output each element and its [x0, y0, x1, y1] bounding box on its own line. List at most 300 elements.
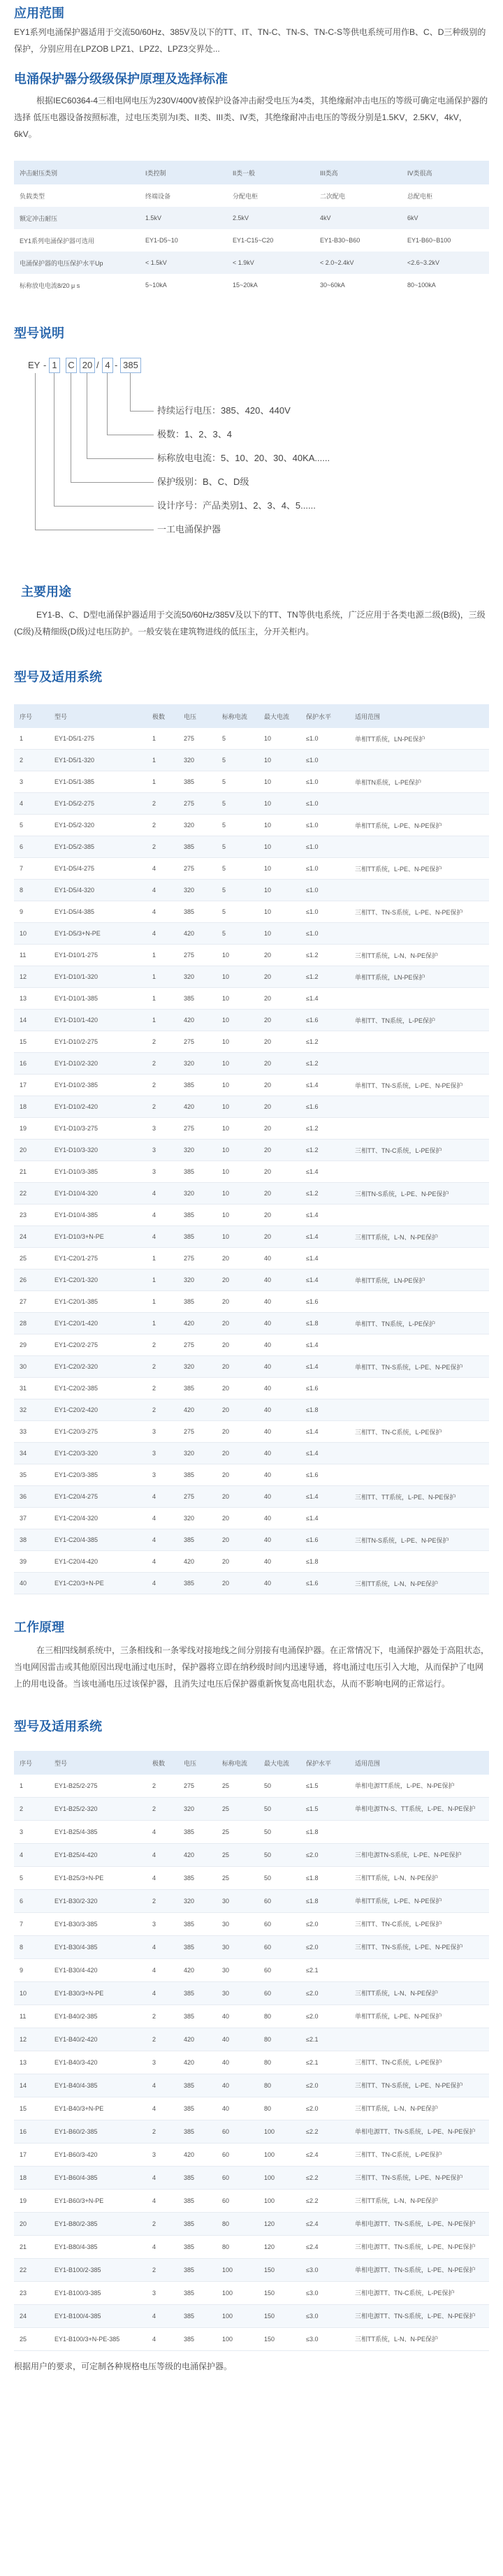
selection-table-2-cell: 三相电源TN-S系统，L-PE、N-PE保护 — [349, 1844, 489, 1867]
selection-table-2-cell: ≤1.8 — [300, 1867, 349, 1890]
selection-table-1-cell: 20 — [258, 1031, 300, 1053]
selection-table-2-row — [14, 2028, 489, 2051]
selection-table-1-cell: 20 — [258, 1075, 300, 1096]
selection-table-2-cell: 385 — [178, 2236, 217, 2259]
selection-table-2-cell: 2 — [147, 1798, 178, 1821]
selection-table-2-cell: 320 — [178, 1890, 217, 1913]
selection-table-1-cell: 40 — [258, 1508, 300, 1529]
selection-table-2-cell: 4 — [147, 1959, 178, 1982]
grade-table-cell: 分配电柜 — [233, 192, 258, 200]
work-section — [0, 1594, 503, 1692]
selection-table-1-row — [14, 793, 489, 815]
selection-table-2-cell: 385 — [178, 1982, 217, 2005]
selection-table-2-cell — [349, 1821, 489, 1844]
selection-table-2-cell: 2 — [147, 2213, 178, 2236]
grade-table-cell: 6kV — [402, 207, 489, 229]
selection-table-1-cell: 40 — [258, 1486, 300, 1508]
model-desc-voltage: 持续运行电压：385、420、440V — [157, 405, 291, 416]
selection-table-1-cell: 320 — [178, 1508, 217, 1529]
selection-table-1-cell: 5 — [217, 771, 258, 793]
selection-table-2-cell: 7 — [14, 1913, 49, 1936]
selection-table-2-cell: 385 — [178, 1913, 217, 1936]
selection-table-1-cell: ≤1.0 — [300, 836, 349, 858]
selection-table-2-cell: 2 — [147, 2028, 178, 2051]
selection-table-2-cell: EY1-B30/4-420 — [49, 1959, 147, 1982]
selection-table-1-cell: EY1-D5/1-275 — [49, 728, 147, 750]
selection-table-1-cell: 2 — [147, 836, 178, 858]
application-title: 应用范围 — [14, 6, 64, 20]
selection-table-1-cell: 1 — [147, 966, 178, 988]
selection-table-2-cell: 50 — [258, 1821, 300, 1844]
selection-table-1-row — [14, 1399, 489, 1421]
selection-table-2-cell: 10 — [14, 1982, 49, 2005]
grade-table-cell: EY1-B60~B100 — [407, 237, 451, 244]
selection-table-2-cell: 4 — [147, 2328, 178, 2351]
selection-table-1-cell: 1 — [14, 728, 49, 750]
selection-table-2-cell: 4 — [14, 1844, 49, 1867]
selection-table-1-cell: 3 — [147, 1443, 178, 1464]
selection-table-2-cell: 420 — [178, 2028, 217, 2051]
selection-table-1-cell: ≤1.6 — [300, 1378, 349, 1399]
selection-table-2-cell: 150 — [258, 2328, 300, 2351]
grade-table-header-cell: III类高 — [314, 161, 402, 184]
grade-table-cell: < 2.0~2.4kV — [314, 252, 402, 274]
selection-table-2-cell: 385 — [178, 2097, 217, 2120]
selection-table-2-cell: 三相电源TT、TN-C系统，L-PE保护 — [349, 2282, 489, 2305]
selection-table-2-header-cell: 序号 — [14, 1751, 49, 1775]
selection-table-1-row — [14, 1356, 489, 1378]
selection-table-1-row — [14, 815, 489, 836]
selection-table-1-cell: 10 — [258, 923, 300, 945]
selection-table-1-cell: 420 — [178, 923, 217, 945]
grade-table-cell: EY1系列电涌保护器可选用 — [20, 237, 95, 245]
model-line-h1 — [54, 506, 154, 507]
selection-table-1 — [14, 704, 489, 1594]
selection-table-1-cell: 27 — [14, 1291, 49, 1313]
selection-table-1-cell: ≤1.6 — [300, 1573, 349, 1594]
application-text: EY1系列电涌保护器适用于交流50/60Hz、385V及以下的TT、IT、TN-C、TN-S、TN-C-S等供电系统可用作B、C、D三种级别的保护，分别应用在LPZOB LPZ1、LPZ2、LPZ3交界处... — [14, 27, 486, 54]
selection-table-1-cell: 2 — [14, 750, 49, 771]
selection-table-2-cell: ≤2.0 — [300, 2097, 349, 2120]
selection-table-1-cell: 320 — [178, 815, 217, 836]
grade-table-cell: 额定冲击耐压 — [14, 207, 140, 229]
selection-table-1-cell: 5 — [217, 858, 258, 880]
selection-table-1-row — [14, 1313, 489, 1334]
selection-table-2-cell: 60 — [258, 1913, 300, 1936]
selection-table-2-cell: EY1-B25/4-385 — [49, 1821, 147, 1844]
selection-table-1-cell: 20 — [217, 1573, 258, 1594]
selection-table-1-cell: EY1-D5/4-320 — [49, 880, 147, 901]
model-sep-0: - — [43, 360, 47, 370]
selection-table-2-cell: ≤2.1 — [300, 1959, 349, 1982]
grade-table-cell: 标称放电电流8/20 μ s — [20, 282, 80, 289]
selection-table-2-cell: 385 — [178, 1821, 217, 1844]
selection-table-1-cell: 20 — [258, 1096, 300, 1118]
selection-table-1-cell: 4 — [147, 1529, 178, 1551]
selection-table-1-cell: 39 — [14, 1551, 49, 1573]
selection-table-1-cell: 20 — [217, 1508, 258, 1529]
selection-table-2-cell: 三相TT、TN-S系统，L-PE、N-PE保护 — [349, 2074, 489, 2097]
selection-table-2-cell: EY1-B60/2-385 — [49, 2120, 147, 2144]
selection-table-2-header-cell: 电压 — [178, 1751, 217, 1775]
model-prefix: EY — [28, 360, 41, 370]
selection-table-2-cell: 三相TT系统，L-N、N-PE保护 — [349, 1982, 489, 2005]
selection-table-2-cell: 4 — [147, 2167, 178, 2190]
model-section — [0, 296, 503, 583]
selection-table-2-cell: 16 — [14, 2120, 49, 2144]
selection-table-1-header-cell: 电压 — [178, 704, 217, 728]
selection-table-1-cell: 20 — [217, 1464, 258, 1486]
selection-table-2-cell: ≤1.8 — [300, 1821, 349, 1844]
selection-table-1-cell: 4 — [147, 858, 178, 880]
grade-table-cell: 1.5kV — [140, 207, 227, 229]
selection-table-2-cell: 三相TT系统，L-N、N-PE保护 — [349, 2328, 489, 2351]
selection-table-2-cell: EY1-B40/2-385 — [49, 2005, 147, 2028]
selection-table-2-cell: 30 — [217, 1936, 258, 1959]
selection-table-1-cell: 11 — [14, 945, 49, 966]
selection-table-1-header-cell: 最大电流 — [258, 704, 300, 728]
grade-table-row — [14, 274, 489, 296]
selection-table-1-cell: 385 — [178, 1378, 217, 1399]
model-desc-poles: 极数：1、2、3、4 — [157, 429, 232, 439]
model-box-series: 1 — [49, 358, 60, 373]
grade-table-header-cell: II类一般 — [227, 161, 314, 184]
selection-table-1-cell: ≤1.4 — [300, 1075, 349, 1096]
selection-table-1-cell: 10 — [258, 728, 300, 750]
selection-table-1-cell: 20 — [258, 1226, 300, 1248]
selection-table-1-cell: ≤1.2 — [300, 1118, 349, 1140]
selection-table-2-cell: 9 — [14, 1959, 49, 1982]
selection-table-1-cell: 20 — [217, 1529, 258, 1551]
grade-table-cell: 80~100kA — [407, 282, 436, 289]
selection-table-1-cell: EY1-D10/1-385 — [49, 988, 147, 1010]
selection-table-1-cell: 40 — [14, 1573, 49, 1594]
selection-table-2-row — [14, 2097, 489, 2120]
selection-table-1-cell: EY1-D10/2-275 — [49, 1031, 147, 1053]
selection-table-2-cell: 80 — [258, 2005, 300, 2028]
selection-table-1-cell: 4 — [147, 1573, 178, 1594]
selection-table-2-cell: 385 — [178, 2167, 217, 2190]
selection-table-2-cell: 4 — [147, 1821, 178, 1844]
selection-table-1-cell: ≤1.0 — [300, 923, 349, 945]
use-section — [0, 583, 503, 640]
selection-table-1-cell: 三相TN-S系统，L-PE、N-PE保护 — [349, 1529, 489, 1551]
selection-table-1-cell: 10 — [217, 1075, 258, 1096]
selection-table-1-cell: EY1-C20/2-385 — [49, 1378, 147, 1399]
selection-table-1-cell: 10 — [258, 815, 300, 836]
grade-table-cell: EY1-D5~10 — [145, 237, 178, 244]
selection-table-2-cell: 4 — [147, 1982, 178, 2005]
selection-table-1-cell: 10 — [217, 1161, 258, 1183]
selection-table-1-cell: 10 — [258, 793, 300, 815]
selection-table-1-cell: 275 — [178, 728, 217, 750]
selection-table-2-cell: 80 — [258, 2051, 300, 2074]
selection-table-1-cell: 4 — [147, 923, 178, 945]
selection-table-1-cell — [349, 988, 489, 1010]
selection-table-1-cell: EY1-D5/3+N-PE — [49, 923, 147, 945]
selection-table-2-cell: EY1-B30/3-385 — [49, 1913, 147, 1936]
selection-table-2-row — [14, 2213, 489, 2236]
selection-table-2-cell: 60 — [258, 1982, 300, 2005]
selection-table-1-cell: 4 — [147, 1508, 178, 1529]
selection-table-1-cell: ≤1.2 — [300, 1053, 349, 1075]
selection-table-2-cell: 3 — [147, 2144, 178, 2167]
selection-table-1-cell: 385 — [178, 1529, 217, 1551]
grade-table-cell: 总配电柜 — [407, 192, 433, 200]
selection-table-1-cell: EY1-C20/4-420 — [49, 1551, 147, 1573]
selection-table-2-cell: EY1-B40/4-385 — [49, 2074, 147, 2097]
selection-table-1-cell: 10 — [258, 901, 300, 923]
grade-table-cell: 4kV — [314, 207, 402, 229]
selection-table-2-cell: 385 — [178, 2190, 217, 2213]
selection-table-2-cell: EY1-B30/4-385 — [49, 1936, 147, 1959]
selection-table-1-cell: 420 — [178, 1096, 217, 1118]
selection-table-1-cell: 10 — [258, 880, 300, 901]
use-title: 主要用途 — [21, 585, 71, 599]
selection-table-1-cell: ≤1.2 — [300, 1140, 349, 1161]
selection-table-1-cell: ≤1.8 — [300, 1313, 349, 1334]
selection-table-1-cell: EY1-D5/2-320 — [49, 815, 147, 836]
selection-table-2-cell: 60 — [217, 2144, 258, 2167]
selection-table-1-cell: 9 — [14, 901, 49, 923]
selection-table-1-cell — [349, 1508, 489, 1529]
selection-table-1-cell: 385 — [178, 1205, 217, 1226]
selection-table-2-row — [14, 2282, 489, 2305]
selection-table-1-cell: 17 — [14, 1075, 49, 1096]
selection-table-2-cell: 4 — [147, 2305, 178, 2328]
selection-table-1-row — [14, 901, 489, 923]
selection-table-1-cell: 420 — [178, 1313, 217, 1334]
selection-table-2-cell: 22 — [14, 2259, 49, 2282]
selection-table-2-row — [14, 2236, 489, 2259]
selection-table-1-cell: 24 — [14, 1226, 49, 1248]
grade-table-row — [14, 207, 489, 229]
selection-table-2-cell: EY1-B80/2-385 — [49, 2213, 147, 2236]
selection-table-2-cell: 100 — [217, 2305, 258, 2328]
selection-table-1-cell: 20 — [217, 1399, 258, 1421]
selection-table-1-cell: 5 — [217, 815, 258, 836]
selection-table-2-cell: 三相TT、TN-S系统，L-PE、N-PE保护 — [349, 1936, 489, 1959]
selection-table-1-cell: ≤1.4 — [300, 1226, 349, 1248]
selection-table-2-cell: 385 — [178, 2120, 217, 2144]
selection-table-1-row — [14, 1291, 489, 1313]
selection-table-2-cell: EY1-B100/3+N-PE-385 — [49, 2328, 147, 2351]
grade-table-row — [14, 252, 489, 274]
selection-table-1-cell: 3 — [14, 771, 49, 793]
selection-table-1-cell: EY1-C20/1-320 — [49, 1269, 147, 1291]
selection-table-1-row — [14, 923, 489, 945]
selection-table-1-cell: 10 — [258, 750, 300, 771]
selection-table-2-row — [14, 2074, 489, 2097]
selection-table-2-cell: 三相TT系统，L-N、N-PE保护 — [349, 2190, 489, 2213]
selection-table-1-cell: EY1-D5/4-275 — [49, 858, 147, 880]
selection-table-2-cell: 13 — [14, 2051, 49, 2074]
selection-table-1-cell: 20 — [258, 1118, 300, 1140]
grade-table-cell: 电涌保护器的电压保护水平Up — [14, 252, 140, 274]
selection-table-1-cell: ≤1.0 — [300, 815, 349, 836]
selection-table-1-cell: 5 — [217, 880, 258, 901]
selection-table-1-cell: 1 — [147, 945, 178, 966]
selection-table-1-cell — [349, 1248, 489, 1269]
selection-table-1-cell: 单相TT系统，L-PE、N-PE保护 — [349, 815, 489, 836]
selection-table-1-cell: ≤1.2 — [300, 966, 349, 988]
selection-table-2-cell: ≤2.2 — [300, 2190, 349, 2213]
selection-table-2-cell: 单相电源TT系统，L-PE、N-PE保护 — [349, 1775, 489, 1798]
selection-table-2-cell: 40 — [217, 2005, 258, 2028]
selection-table-1-row — [14, 1183, 489, 1205]
model-desc-current: 标称放电电流：5、10、20、30、40KA...... — [157, 453, 330, 463]
selection-table-2-row — [14, 2144, 489, 2167]
selection-table-2-row — [14, 2259, 489, 2282]
selection-table-2-cell: 40 — [217, 2028, 258, 2051]
selection-table-2-cell: 60 — [217, 2167, 258, 2190]
selection-table-2-cell: 50 — [258, 1844, 300, 1867]
selection-table-1-cell: 三相TT、TN-C系统，L-PE保护 — [349, 1140, 489, 1161]
selection-table-1-cell: 40 — [258, 1399, 300, 1421]
grade-table-header-cell: IV类很高 — [402, 161, 489, 184]
selection-table-1-cell: 三相TN-S系统，L-PE、N-PE保护 — [349, 1183, 489, 1205]
selection-table-1-cell: 5 — [217, 923, 258, 945]
selection-table-1-cell: ≤1.0 — [300, 728, 349, 750]
selection-table-2-cell — [349, 1959, 489, 1982]
selection-table-1-cell: EY1-D5/1-385 — [49, 771, 147, 793]
selection-table-1-cell: 5 — [14, 815, 49, 836]
selection-table-1-cell — [349, 836, 489, 858]
selection-table-2-cell: 80 — [217, 2213, 258, 2236]
selection-table-1-cell: 30 — [14, 1356, 49, 1378]
selection-table-1-cell: 22 — [14, 1183, 49, 1205]
selection-table-1-cell: 40 — [258, 1269, 300, 1291]
selection-table-1-cell: 40 — [258, 1356, 300, 1378]
selection-table-1-cell: 7 — [14, 858, 49, 880]
selection-table-1-cell: 385 — [178, 1075, 217, 1096]
selection-table-1-cell: 10 — [217, 966, 258, 988]
selection-table-2-cell: ≤2.0 — [300, 2074, 349, 2097]
selection-table-2-cell: EY1-B40/3+N-PE — [49, 2097, 147, 2120]
grade-table-header-cell: 冲击耐压类别 — [14, 161, 140, 184]
selection-table-2-cell: 385 — [178, 2005, 217, 2028]
selection-table-1-cell: 18 — [14, 1096, 49, 1118]
selection-table-1-cell: 12 — [14, 966, 49, 988]
selection-table-1-cell: 37 — [14, 1508, 49, 1529]
selection-table-2-cell: 1 — [14, 1775, 49, 1798]
selection-table-1-cell: 275 — [178, 945, 217, 966]
selection-table-2-row — [14, 1913, 489, 1936]
selection-table-1-cell: ≤1.4 — [300, 1508, 349, 1529]
selection-table-2-cell: ≤2.2 — [300, 2167, 349, 2190]
selection-table-2-cell: 30 — [217, 1890, 258, 1913]
selection-table-2-cell: 3 — [147, 2051, 178, 2074]
selection-table-2-cell: EY1-B60/3-420 — [49, 2144, 147, 2167]
selection-table-2-cell: 三相电源TT、TN-S系统，L-PE、N-PE保护 — [349, 2236, 489, 2259]
grade-table-row — [14, 229, 489, 252]
selection-table-1-cell: 20 — [217, 1378, 258, 1399]
selection-table-2-cell: 14 — [14, 2074, 49, 2097]
selection-table-2-header-cell: 极数 — [147, 1751, 178, 1775]
selection-table-1-cell: 20 — [217, 1486, 258, 1508]
selection-table-1-row — [14, 1443, 489, 1464]
selection-table-1-cell: ≤1.4 — [300, 1421, 349, 1443]
selection-table-2-cell: 420 — [178, 2144, 217, 2167]
selection-table-2-row — [14, 1798, 489, 1821]
selection-table-1-cell: 275 — [178, 1248, 217, 1269]
selection-table-2-row — [14, 2051, 489, 2074]
selection-table-1-cell: 385 — [178, 836, 217, 858]
selection-table-2-cell: 100 — [258, 2190, 300, 2213]
selection-table-1-cell: 20 — [217, 1313, 258, 1334]
selection-table-1-cell: 275 — [178, 793, 217, 815]
selection-table-1-cell: 3 — [147, 1421, 178, 1443]
selection-table-1-cell: 31 — [14, 1378, 49, 1399]
work-title: 工作原理 — [14, 1620, 64, 1634]
selection-table-1-cell: ≤1.6 — [300, 1010, 349, 1031]
selection-table-2-cell: EY1-B25/2-275 — [49, 1775, 147, 1798]
selection-table-2-cell: EY1-B80/4-385 — [49, 2236, 147, 2259]
selection-table-1-cell — [349, 1443, 489, 1464]
selection-table-1-cell: 10 — [14, 923, 49, 945]
selection-table-2-row — [14, 1959, 489, 1982]
selection-table-1-cell: 20 — [217, 1356, 258, 1378]
selection-table-1-cell: ≤1.4 — [300, 1356, 349, 1378]
selection-table-1-cell: ≤1.4 — [300, 988, 349, 1010]
selection-table-1-cell: 40 — [258, 1378, 300, 1399]
selection-table-1-cell: 320 — [178, 1443, 217, 1464]
selection-table-1-cell: 3 — [147, 1118, 178, 1140]
selection-table-1-cell: 4 — [147, 901, 178, 923]
selection-table-1-cell: EY1-C20/2-275 — [49, 1334, 147, 1356]
selection-table-2-row — [14, 1821, 489, 1844]
selection-table-1-cell: 20 — [258, 945, 300, 966]
selection-table-1-cell — [349, 1334, 489, 1356]
selection-table-1-cell: 3 — [147, 1464, 178, 1486]
selection-table-1-cell: 40 — [258, 1421, 300, 1443]
selection-table-1-header-cell: 序号 — [14, 704, 49, 728]
selection-table-1-cell: EY1-D5/4-385 — [49, 901, 147, 923]
selection-table-2-cell: ≤2.0 — [300, 2005, 349, 2028]
selection-table-1-cell: 三相TT系统，L-N、N-PE保护 — [349, 945, 489, 966]
selection-table-1-cell: ≤1.2 — [300, 1183, 349, 1205]
selection-table-1-cell: 5 — [217, 836, 258, 858]
selection-table-1-cell — [349, 1096, 489, 1118]
selection-table-1-cell: EY1-C20/3-385 — [49, 1464, 147, 1486]
selection-table-2-cell: 单相电源TT、TN-S系统，L-PE、N-PE保护 — [349, 2213, 489, 2236]
selection-table-2-cell: ≤2.0 — [300, 1982, 349, 2005]
selection-table-2-cell: 25 — [217, 1798, 258, 1821]
selection-table-2-cell: 2 — [147, 1775, 178, 1798]
selection-table-1-cell: 20 — [258, 988, 300, 1010]
selection-table-1-row — [14, 880, 489, 901]
selection-table-2-row — [14, 2005, 489, 2028]
selection-table-1-row — [14, 1096, 489, 1118]
selection-table-1-cell: 26 — [14, 1269, 49, 1291]
selection-table-1-cell: 2 — [147, 1031, 178, 1053]
selection-table-1-cell: 25 — [14, 1248, 49, 1269]
selection-table-1-cell: 三相TT系统，L-N、N-PE保护 — [349, 1226, 489, 1248]
grade-table-cell: < 1.5kV — [140, 252, 227, 274]
selection-table-2-cell: 150 — [258, 2305, 300, 2328]
selection-table-2-cell: 4 — [147, 1844, 178, 1867]
selection-table-1-cell: 40 — [258, 1248, 300, 1269]
selection-table-1-cell: EY1-D10/3-385 — [49, 1161, 147, 1183]
selection-table-1-cell: 320 — [178, 966, 217, 988]
selection-table-1-cell: EY1-C20/4-320 — [49, 1508, 147, 1529]
selection-table-1-cell: 4 — [147, 880, 178, 901]
selection-table-1-cell: EY1-D10/1-275 — [49, 945, 147, 966]
selection-table-1-cell: 28 — [14, 1313, 49, 1334]
selection-table-1-row — [14, 1464, 489, 1486]
selection-table-2-cell: EY1-B30/2-320 — [49, 1890, 147, 1913]
selection-table-1-cell: 14 — [14, 1010, 49, 1031]
